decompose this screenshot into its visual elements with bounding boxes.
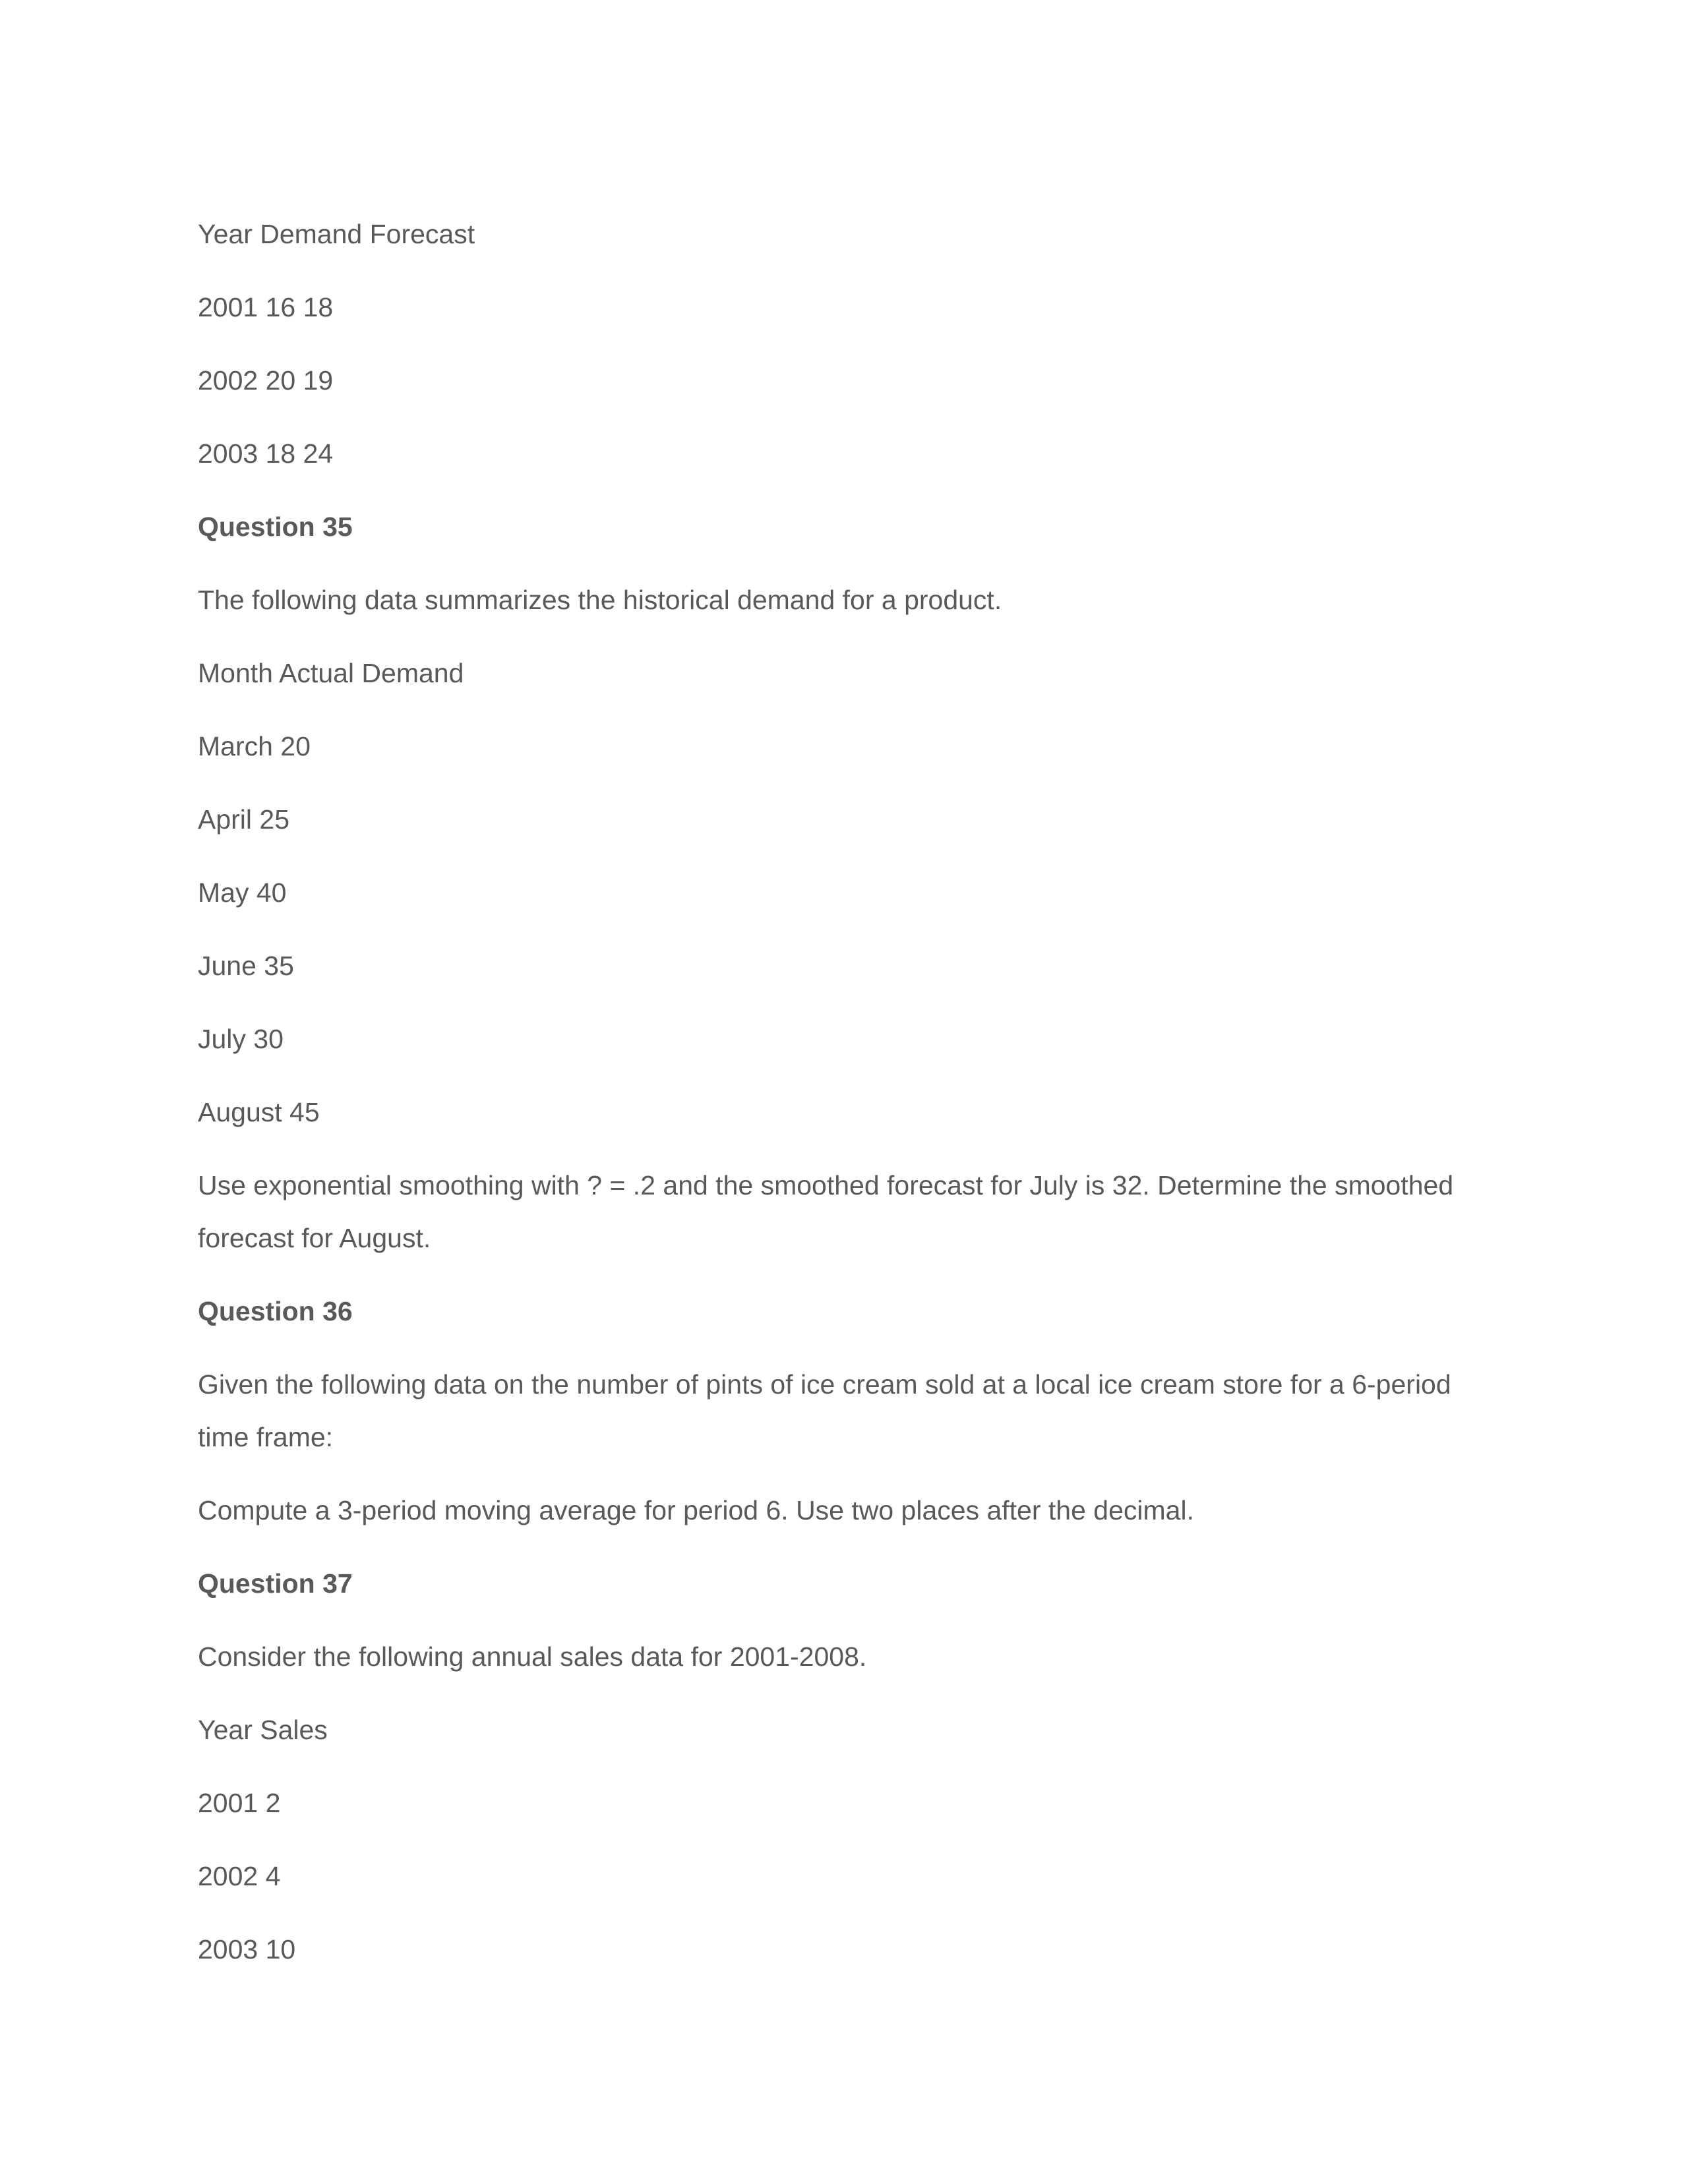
question-35-prompt: Use exponential smoothing with ? = .2 and the smoothed forecast for July is 32. Determine the smoothed forecast for August. — [198, 1170, 1454, 1253]
table-row-august: August 45 — [198, 1097, 320, 1127]
table-row-july: July 30 — [198, 1024, 284, 1054]
table-header-year-demand-forecast: Year Demand Forecast — [198, 219, 475, 249]
table-header-month-actual-demand: Month Actual Demand — [198, 658, 464, 688]
table-header-year-sales: Year Sales — [198, 1715, 328, 1745]
question-36-prompt: Compute a 3-period moving average for period 6. Use two places after the decimal. — [198, 1495, 1194, 1525]
question-35-heading: Question 35 — [198, 512, 353, 542]
table-row-june: June 35 — [198, 951, 294, 981]
table-row-2002: 2002 20 19 — [198, 365, 334, 396]
table-row-march: March 20 — [198, 731, 311, 761]
table-row-sales-2002: 2002 4 — [198, 1861, 281, 1891]
question-37-heading: Question 37 — [198, 1568, 353, 1599]
table-row-2001: 2001 16 18 — [198, 292, 334, 322]
question-37-intro: Consider the following annual sales data for 2001-2008. — [198, 1641, 867, 1672]
table-row-2003: 2003 18 24 — [198, 438, 334, 469]
table-row-sales-2001: 2001 2 — [198, 1788, 281, 1818]
table-row-april: April 25 — [198, 804, 290, 835]
table-row-sales-2003: 2003 10 — [198, 1934, 296, 1964]
question-36-heading: Question 36 — [198, 1296, 353, 1326]
question-36-intro: Given the following data on the number of pints of ice cream sold at a local ice cream store for a 6-period time frame: — [198, 1369, 1451, 1452]
table-row-may: May 40 — [198, 877, 287, 908]
question-35-intro: The following data summarizes the historical demand for a product. — [198, 585, 1002, 615]
